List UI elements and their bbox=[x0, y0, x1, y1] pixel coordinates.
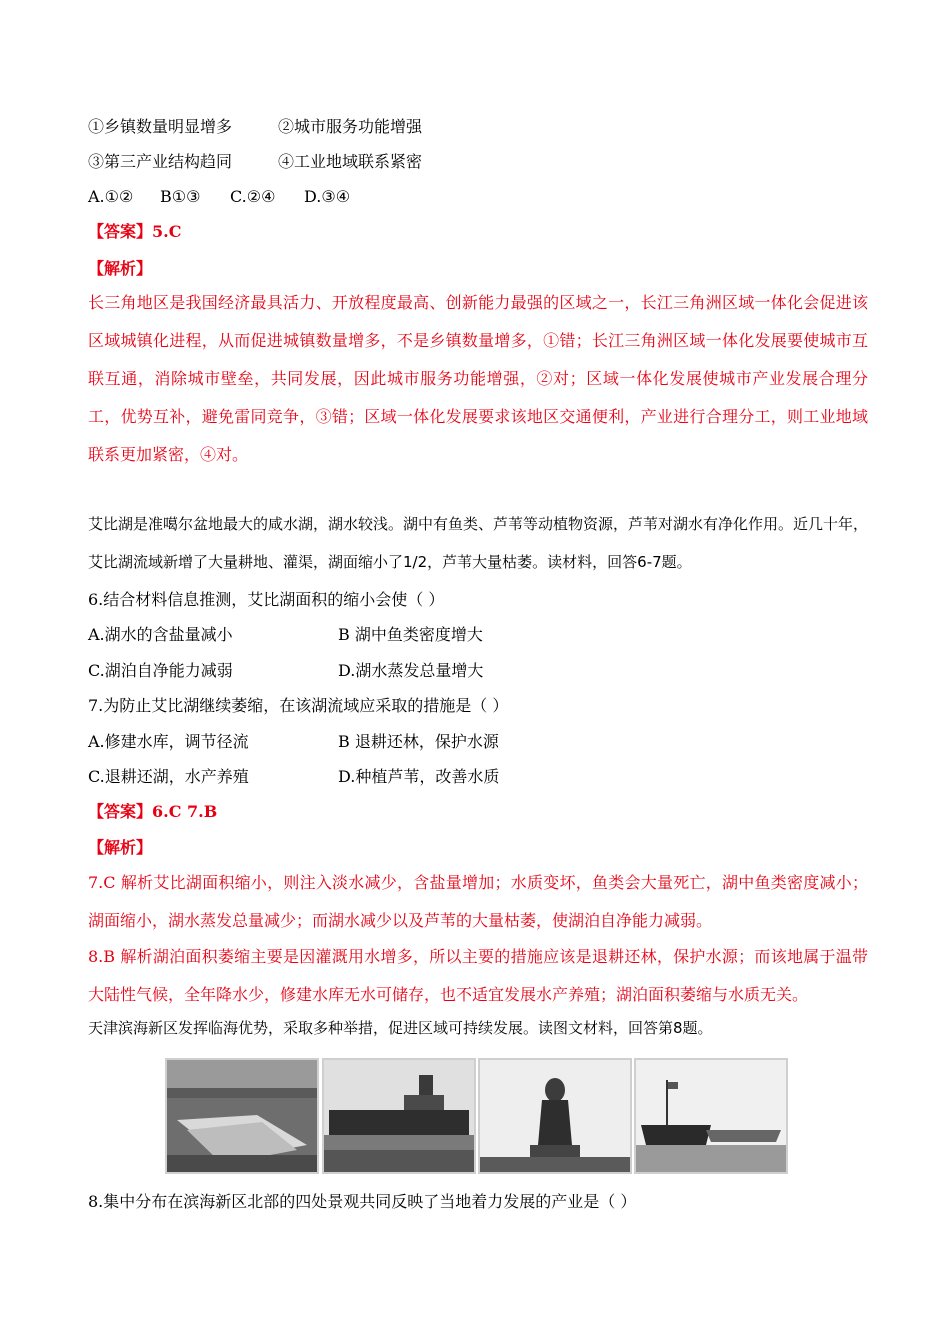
q5-choice-a: A.①② bbox=[88, 187, 134, 206]
q7-option-b: B 退耕还林，保护水源 bbox=[338, 732, 499, 751]
photo-aircraft-carrier bbox=[322, 1058, 476, 1174]
q7-option-c: C.退耕还湖，水产养殖 bbox=[88, 767, 249, 786]
q5-option-3: ③第三产业结构趋同 bbox=[88, 152, 233, 171]
q5-choice-b: B①③ bbox=[160, 187, 201, 206]
q6-option-d: D.湖水蒸发总量增大 bbox=[338, 661, 484, 680]
photo-harbor-ships bbox=[634, 1058, 788, 1174]
q8-stem: 8.集中分布在滨海新区北部的四处景观共同反映了当地着力发展的产业是（ ） bbox=[88, 1192, 637, 1211]
analysis-8b: 8.B 解析湖泊面积萎缩主要是因灌溉用水增多，所以主要的措施应该是退耕还林，保护水源；而该地属于温带大陆性气候，全年降水少，修建水库无水可储存，也不适宜发展水产养殖；湖泊面积萎缩与水质无关。 bbox=[88, 947, 868, 1004]
photo-aerial-terminal bbox=[165, 1058, 319, 1174]
q6-option-b: B 湖中鱼类密度增大 bbox=[338, 625, 483, 644]
q5-choice-c: C.②④ bbox=[230, 187, 276, 206]
q5-option-1: ①乡镇数量明显增多 bbox=[88, 117, 233, 136]
q5-analysis-label: 【解析】 bbox=[88, 259, 153, 278]
q6-option-a: A.湖水的含盐量减小 bbox=[88, 625, 233, 644]
material-6-7: 艾比湖是准噶尔盆地最大的咸水湖，湖水较浅。湖中有鱼类、芦苇等动植物资源，芦苇对湖水有净化作用。近几十年，艾比湖流域新增了大量耕地、灌渠，湖面缩小了1/2，芦苇大量枯萎。读材料，回答6-7题。 bbox=[88, 515, 869, 571]
q5-analysis-text: 长三角地区是我国经济最具活力、开放程度最高、创新能力最强的区域之一，长江三角洲区域一体化会促进该区域城镇化进程，从而促进城镇数量增多，不是乡镇数量增多，①错；长江三角洲区域一体化发展要使城市互联互通，消除城市壁垒，共同发展，因此城市服务功能增强，②对；区域一体化发展使城市产业发展合理分工，优势互补，避免雷同竞争，③错；区域一体化发展要求该地区交通便利，产业进行合理分工，则工业地域联系更加紧密，④对。 bbox=[88, 293, 868, 464]
q5-option-2: ②城市服务功能增强 bbox=[278, 117, 423, 136]
q7-options-row-1 bbox=[88, 732, 499, 752]
q5-answer: 【答案】5.C bbox=[88, 222, 182, 241]
q7-stem: 7.为防止艾比湖继续萎缩，在该湖流域应采取的措施是（ ） bbox=[88, 696, 509, 715]
q5-option-4: ④工业地域联系紧密 bbox=[278, 152, 423, 171]
q6-options-row-2 bbox=[88, 661, 483, 681]
q6-options-row-1 bbox=[88, 625, 483, 645]
q6-stem: 6.结合材料信息推测，艾比湖面积的缩小会使（ ） bbox=[88, 590, 445, 609]
q5-option-row-2 bbox=[88, 152, 422, 172]
q7-option-a: A.修建水库，调节径流 bbox=[88, 732, 249, 751]
q6-option-c: C.湖泊自净能力减弱 bbox=[88, 661, 233, 680]
photo-statue bbox=[478, 1058, 632, 1174]
analysis-label-6-7: 【解析】 bbox=[88, 838, 153, 857]
q5-choices bbox=[88, 187, 350, 207]
analysis-7c: 7.C 解析艾比湖面积缩小，则注入淡水减少，含盐量增加；水质变坏，鱼类会大量死亡，湖中鱼类密度减小；湖面缩小，湖水蒸发总量减少；而湖水减少以及芦苇的大量枯萎，使湖泊自净能力减弱。 bbox=[88, 873, 868, 930]
q7-options-row-2 bbox=[88, 767, 499, 787]
q7-option-d: D.种植芦苇，改善水质 bbox=[338, 767, 500, 786]
answer-6-7: 【答案】6.C 7.B bbox=[88, 802, 218, 821]
q5-choice-d: D.③④ bbox=[304, 187, 351, 206]
material-8: 天津滨海新区发挥临海优势，采取多种举措，促进区域可持续发展。读图文材料，回答第8题。 bbox=[88, 1019, 713, 1037]
q5-option-row-1 bbox=[88, 117, 422, 137]
